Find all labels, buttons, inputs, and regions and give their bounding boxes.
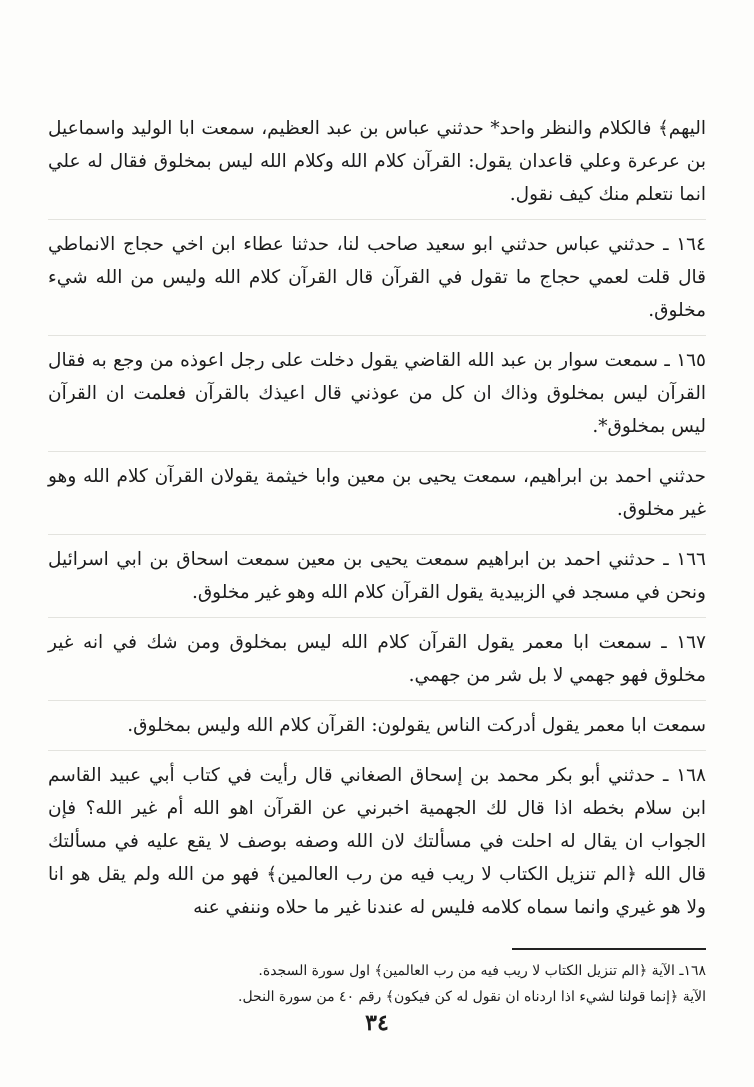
- footnote-divider: [512, 948, 706, 950]
- paragraph-164: ١٦٤ ـ حدثني عباس حدثني ابو سعيد صاحب لنا، حدثنا عطاء ابن اخي حجاج الانماطي قال قلت لعمي حجاج ما تقول في القرآن قال القرآن كلام الله وليس من الله شيء مخلوق.: [48, 219, 706, 335]
- footnote-1: ١٦٨ـ الآية ﴿الم تنزيل الكتاب لا ريب فيه من رب العالمين﴾ اول سورة السجدة.: [258, 963, 706, 979]
- footnotes: [60, 958, 706, 1010]
- paragraph-continuation: اليهم﴾ فالكلام والنظر واحد* حدثني عباس بن عبد العظيم، سمعت ابا الوليد واسماعيل بن عرعرة وعلي قاعدان يقول: القرآن كلام الله وكلام الله ليس بمخلوق فقال له علي انما نتعلم منك كيف نقول.: [48, 118, 706, 205]
- paragraph-165: ١٦٥ ـ سمعت سوار بن عبد الله القاضي يقول دخلت على رجل اعوذه من وجع به فقال القرآن ليس بمخلوق وذاك ان كل من عوذني قال اعيذك بالقرآن فعلمت ان القرآن ليس بمخلوق*.: [48, 335, 706, 451]
- main-text: [48, 112, 706, 932]
- paragraph-abu-mamar: سمعت ابا معمر يقول أدركت الناس يقولون: القرآن كلام الله وليس بمخلوق.: [48, 700, 706, 750]
- page-number: ٣٤: [365, 1010, 389, 1036]
- paragraph-167: ١٦٧ ـ سمعت ابا معمر يقول القرآن كلام الله ليس بمخلوق ومن شك في انه غير مخلوق فهو جهمي لا بل شر من جهمي.: [48, 617, 706, 700]
- paragraph-ahmad-ibn-ibrahim: حدثني احمد بن ابراهيم، سمعت يحيى بن معين وابا خيثمة يقولان القرآن كلام الله وهو غير مخلوق.: [48, 451, 706, 534]
- paragraph-166: ١٦٦ ـ حدثني احمد بن ابراهيم سمعت يحيى بن معين سمعت اسحاق بن ابي اسرائيل ونحن في مسجد في الزبيدية يقول القرآن كلام الله وهو غير مخلوق.: [48, 534, 706, 617]
- footnote-2: الآية ﴿إنما قولنا لشيء اذا اردناه ان نقول له كن فيكون﴾ رقم ٤٠ من سورة النحل.: [238, 989, 706, 1005]
- paragraph-168: ١٦٨ ـ حدثني أبو بكر محمد بن إسحاق الصغاني قال رأيت في كتاب أبي عبيد القاسم ابن سلام بخطه اذا قال لك الجهمية اخبرني عن القرآن اهو الله أم غير الله؟ فإن الجواب ان يقال له احلت في مسألتك لان الله وصفه بوصف لا يقع عليه في مسألتك قال الله ﴿الم تنزيل الكتاب لا ريب فيه من رب العالمين﴾ فهو من الله ولم يقل هو انا ولا هو غيري وانما سماه كلامه فليس له عندنا غير ما حلاه وننفي عنه: [48, 750, 706, 932]
